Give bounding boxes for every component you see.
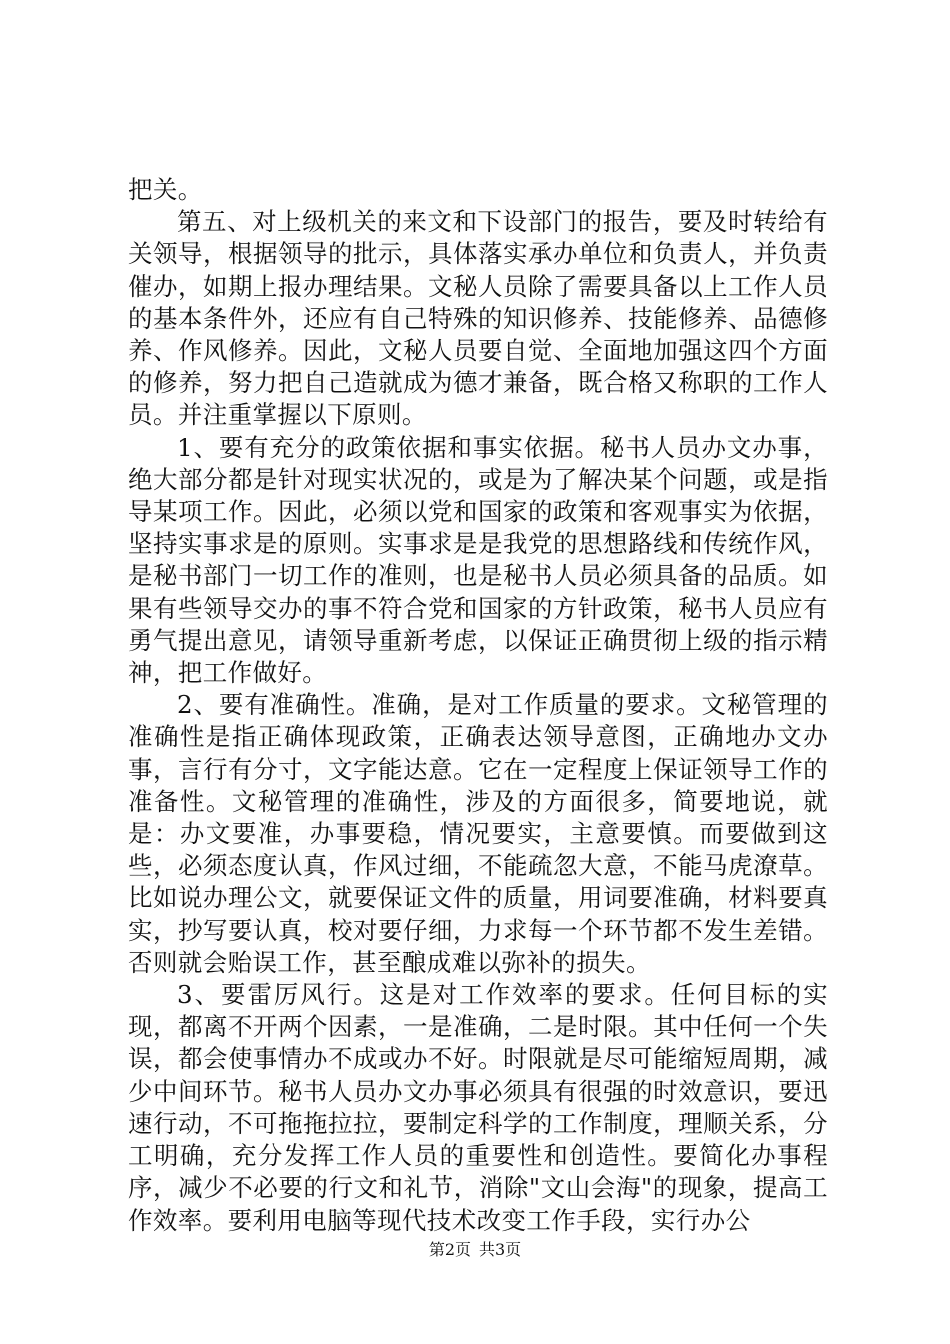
paragraph-principle-2: 2、要有准确性。准确，是对工作质量的要求。文秘管理的准确性是指正确体现政策，正确表达领导意图，正确地办文办事，言行有分寸，文字能达意。它在一定程度上保证领导工作的准备性。文秘管理的准确性，涉及的方面很多，简要地说，就是：办文要准，办事要稳，情况要实，主意要慎。而要做到这些，必须态度认真，作风过细，不能疏忽大意，不能马虎潦草。比如说办理公文，就要保证文件的质量，用词要准确，材料要真实，抄写要认真，校对要仔细，力求每一个环节都不发生差错。否则就会贻误工作，甚至酿成难以弥补的损失。 [128,690,828,977]
paragraph-continuation: 把关。 [128,175,203,204]
paragraph-principle-3: 3、要雷厉风行。这是对工作效率的要求。任何目标的实现，都离不开两个因素，一是准确，二是时限。其中任何一个失误，都会使事情办不成或办不好。时限就是尽可能缩短周期，减少中间环节。秘书人员办文办事必须具有很强的时效意识，要迅速行动，不可拖拖拉拉，要制定科学的工作制度，理顺关系，分工明确，充分发挥工作人员的重要性和创造性。要简化办事程序，减少不必要的行文和礼节，消除"文山会海"的现象，提高工作效率。要利用电脑等现代技术改变工作手段，实行办公 [128,980,828,1235]
page-total: 共3页 [479,1240,522,1259]
page-footer [0,1240,950,1260]
document-body [128,174,828,1237]
paragraph-principle-1: 1、要有充分的政策依据和事实依据。秘书人员办文办事，绝大部分都是针对现实状况的，或是为了解决某个问题，或是指导某项工作。因此，必须以党和国家的政策和客观事实为依据，坚持实事求是的原则。实事求是是我党的思想路线和传统作风，是秘书部门一切工作的准则，也是秘书人员必须具备的品质。如果有些领导交办的事不符合党和国家的方针政策，秘书人员应有勇气提出意见，请领导重新考虑，以保证正确贯彻上级的指示精神，把工作做好。 [128,432,828,688]
paragraph-item-fifth: 第五、对上级机关的来文和下设部门的报告，要及时转给有关领导，根据领导的批示，具体落实承办单位和负责人，并负责催办，如期上报办理结果。文秘人员除了需要具备以上工作人员的基本条件外，还应有自己特殊的知识修养、技能修养、品德修养、作风修养。因此，文秘人员要自觉、全面地加强这四个方面的修养，努力把自己造就成为德才兼备，既合格又称职的工作人员。并注重掌握以下原则。 [128,207,828,430]
page-number: 第2页 [428,1240,471,1259]
